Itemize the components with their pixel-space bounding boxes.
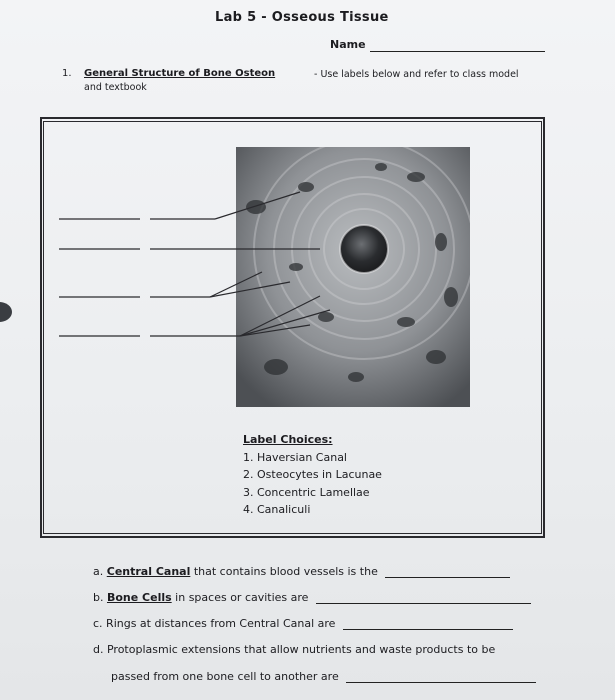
question-letter: a.: [93, 565, 104, 578]
answer-blank[interactable]: [316, 602, 531, 604]
question-1-instruction: - Use labels below and refer to class model: [314, 69, 519, 80]
question-c: [93, 617, 513, 630]
label-choices-title: Label Choices:: [243, 433, 333, 446]
question-text: in spaces or cavities are: [175, 591, 309, 604]
label-choice-item: 1. Haversian Canal: [243, 450, 347, 464]
label-choices-list: [243, 449, 382, 519]
question-letter: d.: [93, 643, 104, 656]
question-text: passed from one bone cell to another are: [111, 670, 339, 683]
question-term: Central Canal: [106, 565, 191, 578]
question-letter: c.: [93, 617, 103, 630]
label-choice-item: 2. Osteocytes in Lacunae: [243, 468, 382, 481]
question-1-heading: General Structure of Bone Osteon: [84, 68, 276, 79]
question-a: [93, 565, 510, 578]
question-letter: b.: [93, 591, 104, 604]
answer-blank[interactable]: [385, 576, 510, 578]
question-text: that contains blood vessels is the: [193, 565, 378, 578]
answer-blank[interactable]: [346, 681, 536, 683]
question-text: Protoplasmic extensions that allow nutrients and waste products to be: [106, 643, 496, 656]
question-text: Rings at distances from Central Canal are: [106, 617, 336, 630]
page-title: Lab 5 - Osseous Tissue: [215, 10, 389, 25]
question-term: Bone Cells: [106, 591, 172, 604]
label-choice-item: 3. Concentric Lamellae: [243, 485, 370, 499]
question-1-number: 1.: [62, 68, 72, 79]
question-d: [93, 643, 495, 656]
name-label: Name: [330, 38, 366, 51]
answer-blank[interactable]: [343, 628, 513, 630]
label-choice-item: 4. Canaliculi: [243, 503, 311, 516]
question-b: [93, 591, 531, 604]
question-1-instruction-cont: and textbook: [84, 82, 147, 93]
question-d-cont: [111, 670, 536, 683]
label-choices: [243, 431, 382, 519]
